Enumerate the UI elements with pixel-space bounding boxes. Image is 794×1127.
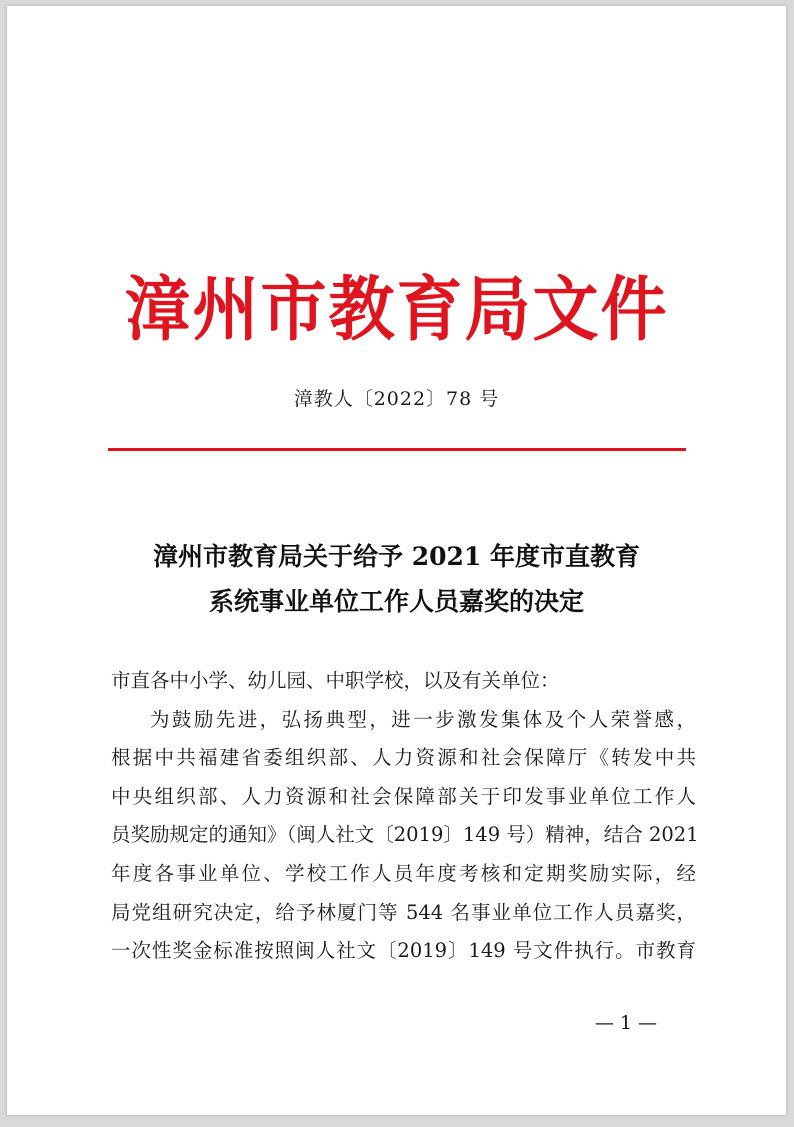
document-title-line-2: 系统事业单位工作人员嘉奖的决定 <box>208 587 584 616</box>
document-body <box>111 662 699 971</box>
document-number: 漳教人〔2022〕78 号 <box>293 388 500 410</box>
body-line: 根据中共福建省委组织部、人力资源和社会保障厅《转发中共 <box>111 746 696 770</box>
body-line: 员奖励规定的通知》（闽人社文〔2019〕149 号）精神，结合 2021 <box>111 823 699 847</box>
red-divider-line <box>108 448 686 451</box>
body-line: 一次性奖金标准按照闽人社文〔2019〕149 号文件执行。市教育 <box>111 939 696 963</box>
body-line: 为鼓励先进，弘扬典型，进一步激发集体及个人荣誉感， <box>150 707 696 731</box>
salutation: 市直各中小学、幼儿园、中职学校，以及有关单位： <box>111 669 560 692</box>
document-page <box>7 6 786 1115</box>
body-line: 年度各事业单位、学校工作人员年度考核和定期奖励实际，经 <box>111 861 696 885</box>
masthead-title: 漳州市教育局文件 <box>124 267 669 351</box>
page-number: — 1 — <box>594 1012 657 1034</box>
document-title-line-1: 漳州市教育局关于给予 2021 年度市直教育 <box>153 542 640 571</box>
document-title <box>7 534 786 624</box>
body-line: 中央组织部、人力资源和社会保障部关于印发事业单位工作人 <box>111 784 696 808</box>
body-line: 局党组研究决定，给予林厦门等 544 名事业单位工作人员嘉奖， <box>111 900 696 924</box>
